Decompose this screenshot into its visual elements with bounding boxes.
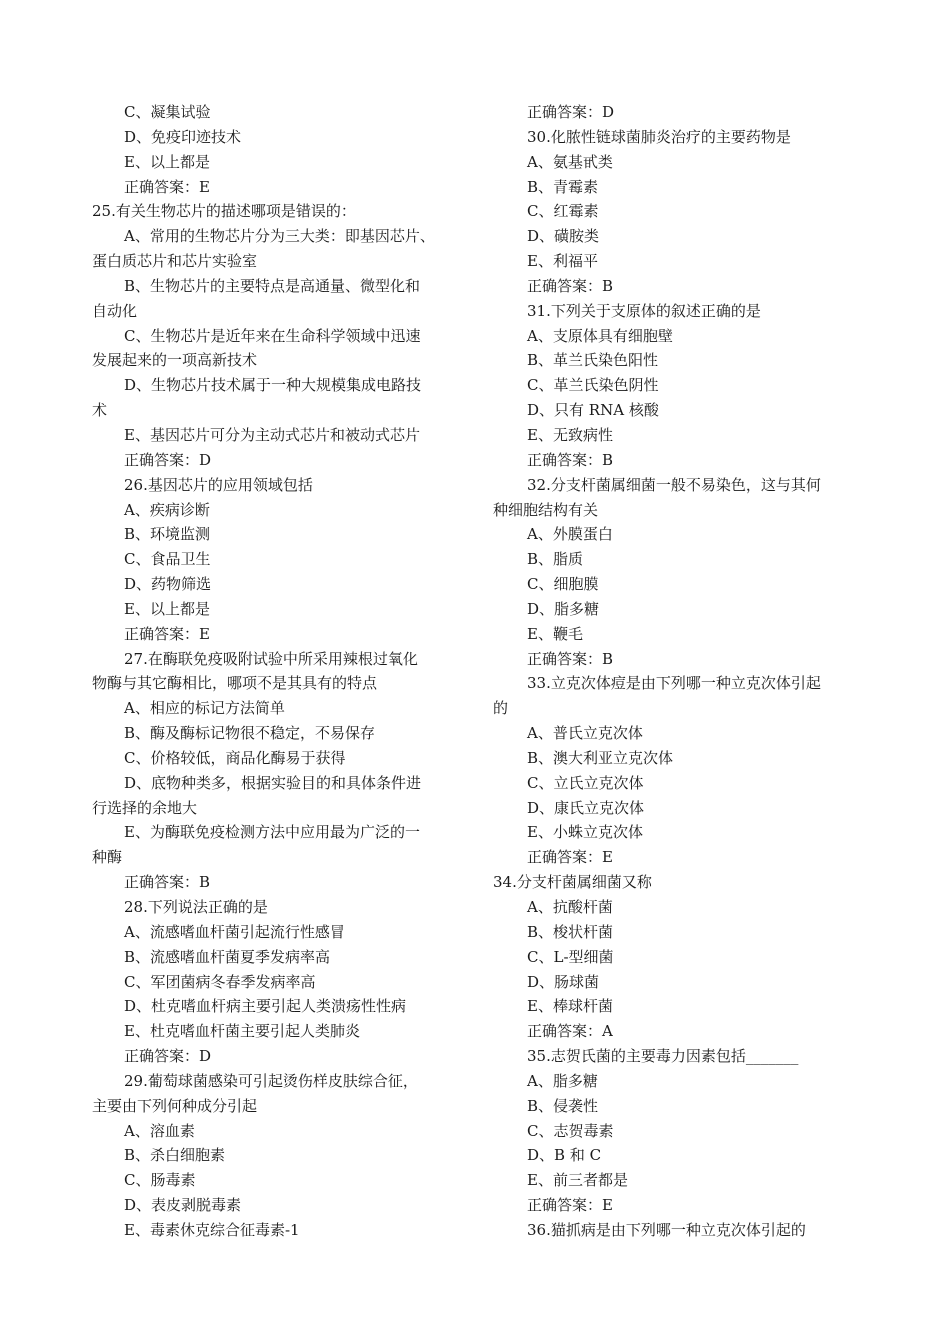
text-line: D、肠球菌	[527, 972, 600, 991]
text-line: 27.在酶联免疫吸附试验中所采用辣根过氧化	[124, 649, 418, 668]
text-line: E、鞭毛	[527, 624, 583, 643]
text-line: 的	[493, 699, 509, 718]
text-line: A、脂多糖	[527, 1071, 598, 1090]
text-line: 35.志贺氏菌的主要毒力因素包括_______	[527, 1047, 799, 1066]
text-line: D、免疫印迹技术	[124, 127, 242, 146]
text-line: C、价格较低，商品化酶易于获得	[124, 748, 346, 767]
text-line: C、立氏立克次体	[527, 773, 644, 792]
text-line: 物酶与其它酶相比，哪项不是其具有的特点	[92, 674, 378, 693]
text-line: A、流感嗜血杆菌引起流行性感冒	[124, 922, 345, 941]
text-line: E、以上都是	[124, 599, 210, 618]
text-line: 自动化	[92, 301, 138, 320]
text-line: 正确答案：D	[527, 103, 615, 121]
text-line: 正确答案：E	[124, 177, 210, 196]
text-line: E、小蛛立克次体	[527, 823, 643, 842]
text-line: C、红霉素	[527, 202, 599, 221]
text-line: E、棒球杆菌	[527, 997, 613, 1016]
text-line: C、凝集试验	[124, 103, 211, 121]
text-line: A、外膜蛋白	[527, 525, 613, 544]
text-line: A、支原体具有细胞壁	[527, 326, 673, 345]
text-line: A、普氏立克次体	[527, 724, 643, 743]
text-line: E、杜克嗜血杆菌主要引起人类肺炎	[124, 1022, 360, 1041]
text-line: E、为酶联免疫检测方法中应用最为广泛的一	[124, 823, 420, 842]
text-line: C、军团菌病冬春季发病率高	[124, 972, 316, 991]
text-line: E、利福平	[527, 252, 598, 271]
text-line: B、革兰氏染色阳性	[527, 351, 659, 370]
text-line: B、澳大利亚立克次体	[527, 748, 674, 767]
text-line: 正确答案：D	[124, 450, 212, 469]
text-line: A、溶血素	[124, 1121, 195, 1140]
text-line: 30.化脓性链球菌肺炎治疗的主要药物是	[527, 127, 791, 146]
text-line: B、梭状杆菌	[527, 922, 614, 941]
text-line: E、以上都是	[124, 152, 210, 171]
text-line: C、志贺毒素	[527, 1121, 614, 1140]
text-line: D、杜克嗜血杆病主要引起人类溃疡性性病	[124, 997, 407, 1016]
text-line: D、磺胺类	[527, 227, 600, 246]
text-line: 正确答案：B	[527, 649, 614, 668]
right-column	[493, 100, 858, 1243]
text-line: D、B 和 C	[527, 1146, 602, 1165]
text-line: C、食品卫生	[124, 550, 211, 569]
text-line: 正确答案：E	[527, 1196, 613, 1215]
text-line: D、药物筛选	[124, 575, 212, 594]
text-line: 28.下列说法正确的是	[124, 898, 268, 916]
text-line: E、无致病性	[527, 425, 613, 444]
text-line: D、脂多糖	[527, 599, 600, 618]
text-line: B、脂质	[527, 550, 584, 569]
text-line: C、革兰氏染色阴性	[527, 376, 659, 395]
text-line: A、相应的标记方法简单	[124, 699, 285, 718]
text-line: 种细胞结构有关	[493, 500, 599, 519]
text-line: E、前三者都是	[527, 1171, 628, 1190]
text-line: 33.立克次体痘是由下列哪一种立克次体引起	[527, 674, 821, 693]
text-line: E、基因芯片可分为主动式芯片和被动式芯片	[124, 425, 420, 444]
text-line: B、杀白细胞素	[124, 1146, 226, 1165]
text-line: 行选择的余地大	[92, 798, 198, 817]
text-line: 正确答案：B	[527, 276, 614, 295]
text-line: 26.基因芯片的应用领域包括	[124, 475, 313, 494]
text-line: B、生物芯片的主要特点是高通量、微型化和	[124, 276, 421, 295]
text-line: 术	[92, 401, 108, 420]
text-line: A、疾病诊断	[124, 500, 210, 519]
text-line: 发展起来的一项高新技术	[92, 351, 258, 370]
text-line: 36.猫抓病是由下列哪一种立克次体引起的	[527, 1220, 806, 1239]
text-line: D、表皮剥脱毒素	[124, 1196, 242, 1215]
text-line: B、流感嗜血杆菌夏季发病率高	[124, 947, 331, 966]
text-line: B、环境监测	[124, 525, 211, 544]
text-line: 正确答案：E	[124, 624, 210, 643]
text-line: D、只有 RNA 核酸	[527, 401, 659, 420]
text-line: A、抗酸杆菌	[527, 898, 613, 916]
text-line: 蛋白质芯片和芯片实验室	[92, 252, 258, 271]
text-line: D、底物种类多，根据实验目的和具体条件进	[124, 773, 422, 792]
text-line: C、肠毒素	[124, 1171, 196, 1190]
text-line: B、侵袭性	[527, 1096, 599, 1115]
left-column	[92, 100, 464, 1243]
text-line: 种酶	[92, 848, 123, 867]
text-line: 主要由下列何种成分引起	[92, 1096, 258, 1115]
text-line: D、康氏立克次体	[527, 798, 645, 817]
text-line: 正确答案：E	[527, 848, 613, 867]
text-line: 25.有关生物芯片的描述哪项是错误的：	[92, 202, 356, 221]
text-line: D、生物芯片技术属于一种大规模集成电路技	[124, 376, 422, 395]
text-line: C、生物芯片是近年来在生命科学领域中迅速	[124, 326, 421, 345]
text-line: E、毒素休克综合征毒素-1	[124, 1220, 300, 1239]
text-line: 正确答案：A	[527, 1022, 613, 1041]
text-line: 正确答案：B	[124, 873, 211, 892]
text-line: A、常用的生物芯片分为三大类：即基因芯片、	[124, 227, 435, 246]
text-line: A、氨基甙类	[527, 152, 613, 171]
text-line: 正确答案：D	[124, 1047, 212, 1066]
text-line: 34.分支杆菌属细菌又称	[493, 873, 652, 892]
text-line: B、酶及酶标记物很不稳定，不易保存	[124, 724, 376, 743]
text-line: C、细胞膜	[527, 575, 599, 594]
text-line: 正确答案：B	[527, 450, 614, 469]
text-line: 29.葡萄球菌感染可引起烫伤样皮肤综合征，	[124, 1071, 418, 1090]
text-line: C、L-型细菌	[527, 947, 614, 966]
text-line: 32.分支杆菌属细菌一般不易染色，这与其何	[527, 475, 821, 494]
text-line: 31.下列关于支原体的叙述正确的是	[527, 301, 761, 320]
text-line: B、青霉素	[527, 177, 599, 196]
